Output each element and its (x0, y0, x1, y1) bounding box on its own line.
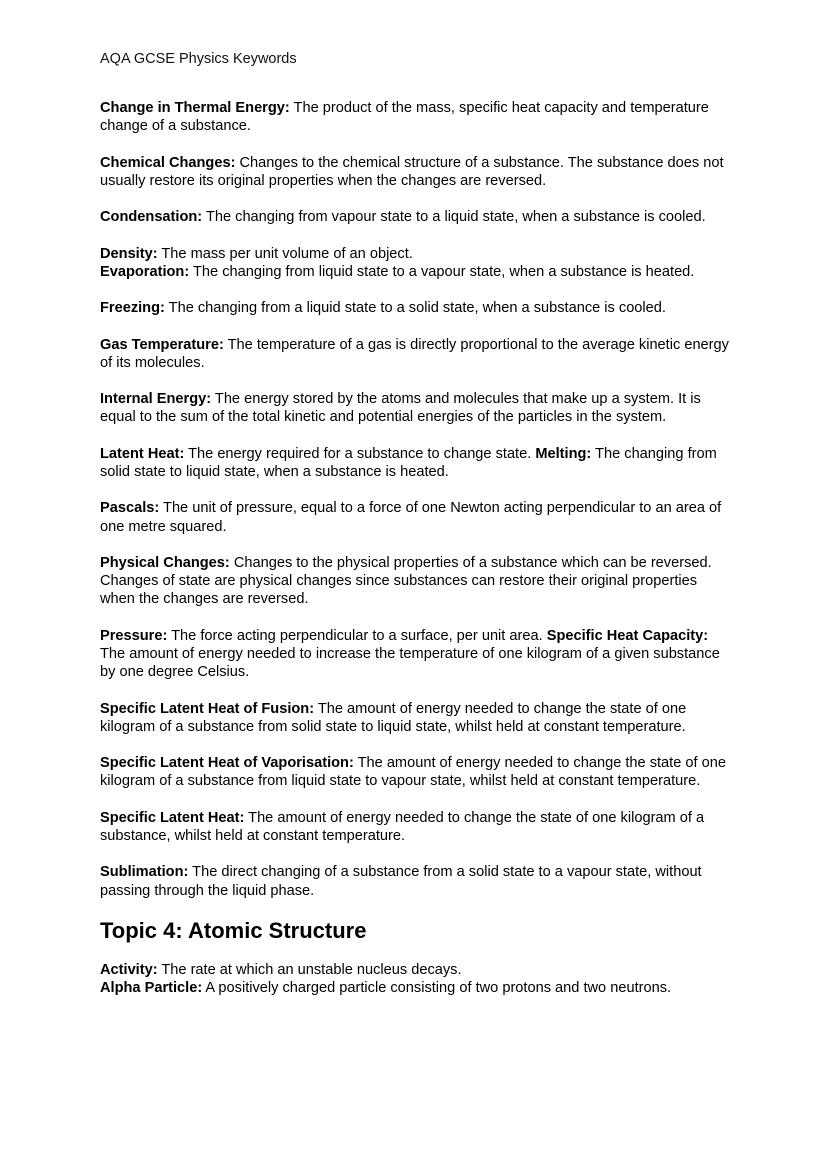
term: Chemical Changes: (100, 154, 236, 171)
term: Latent Heat: (100, 445, 185, 462)
definition: The force acting perpendicular to a surface, per unit area. (167, 627, 547, 644)
term: Internal Energy: (100, 391, 212, 408)
keyword-entry (100, 754, 730, 790)
term: Density: (100, 245, 158, 262)
term: Evaporation: (100, 263, 190, 280)
keyword-entry (100, 961, 730, 979)
keyword-entry (100, 445, 730, 481)
keyword-entry (100, 499, 730, 535)
definition: The energy stored by the atoms and molecules that make up a system. It is equal to the sum of the total kinetic and potential energies of the particles in the system. (100, 391, 701, 426)
term: Specific Latent Heat of Vaporisation: (100, 755, 354, 772)
keyword-entry (100, 245, 730, 263)
definition: The direct changing of a substance from a solid state to a vapour state, without passing through the liquid phase. (100, 864, 702, 899)
section-heading: Topic 4: Atomic Structure (100, 917, 367, 943)
term: Sublimation: (100, 864, 189, 881)
keyword-list (100, 99, 730, 997)
definition: Changes to the physical properties of a substance which can be reversed. Changes of state are physical changes since substances can restore their original properties when the changes are reversed. (100, 554, 712, 608)
definition: The changing from vapour state to a liquid state, when a substance is cooled. (202, 209, 706, 226)
keyword-entry (100, 863, 730, 899)
definition: The mass per unit volume of an object. (157, 245, 413, 262)
page-header: AQA GCSE Physics Keywords (100, 51, 297, 67)
term: Specific Latent Heat: (100, 809, 245, 826)
term: Physical Changes: (100, 554, 230, 571)
keyword-entry (100, 627, 730, 682)
term: Pascals: (100, 500, 160, 517)
definition: The amount of energy needed to change the state of one kilogram of a substance, whilst held at constant temperature. (100, 809, 705, 844)
keyword-entry (100, 154, 730, 190)
definition: The amount of energy needed to increase the temperature of one kilogram of a given substance by one degree Celsius. (100, 645, 720, 681)
keyword-entry (100, 809, 730, 845)
keyword-entry (100, 263, 730, 281)
definition: The product of the mass, specific heat capacity and temperature change of a substance. (100, 100, 709, 135)
definition: The unit of pressure, equal to a force of one Newton acting perpendicular to an area of one metre squared. (100, 500, 722, 535)
term: Alpha Particle: (100, 980, 203, 997)
keyword-entry (100, 336, 730, 372)
keyword-entry (100, 554, 730, 609)
term: Specific Latent Heat of Fusion: (100, 700, 315, 717)
term: Gas Temperature: (100, 336, 224, 353)
term: Pressure: (100, 627, 168, 644)
term: Condensation: (100, 209, 203, 226)
definition: The temperature of a gas is directly proportional to the average kinetic energy of its molecules. (100, 336, 729, 371)
term: Specific Heat Capacity: (546, 627, 709, 644)
term: Change in Thermal Energy: (100, 100, 290, 116)
term: Freezing: (100, 300, 165, 317)
keyword-entry (100, 700, 730, 736)
definition: The amount of energy needed to change the state of one kilogram of a substance from solid state to liquid state, whilst held at constant temperature. (100, 700, 687, 735)
definition: The changing from solid state to liquid state, when a substance is heated. (100, 445, 717, 480)
definition: The rate at which an unstable nucleus decays. (157, 961, 462, 978)
definition: The changing from liquid state to a vapour state, when a substance is heated. (189, 263, 695, 280)
term: Activity: (100, 961, 158, 978)
keyword-entry (100, 208, 730, 226)
term: Melting: (535, 445, 592, 462)
keyword-entry (100, 979, 730, 997)
definition: The changing from a liquid state to a solid state, when a substance is cooled. (164, 300, 666, 317)
keyword-entry (100, 390, 730, 426)
definition: The energy required for a substance to change state. (184, 445, 536, 462)
keyword-entry (100, 299, 730, 317)
definition: A positively charged particle consisting of two protons and two neutrons. (202, 980, 672, 997)
definition: Changes to the chemical structure of a substance. The substance does not usually restore its original properties when the changes are reversed. (100, 154, 724, 189)
keyword-entry (100, 99, 730, 135)
definition: The amount of energy needed to change the state of one kilogram of a substance from liquid state to vapour state, whilst held at constant temperature. (100, 755, 726, 790)
